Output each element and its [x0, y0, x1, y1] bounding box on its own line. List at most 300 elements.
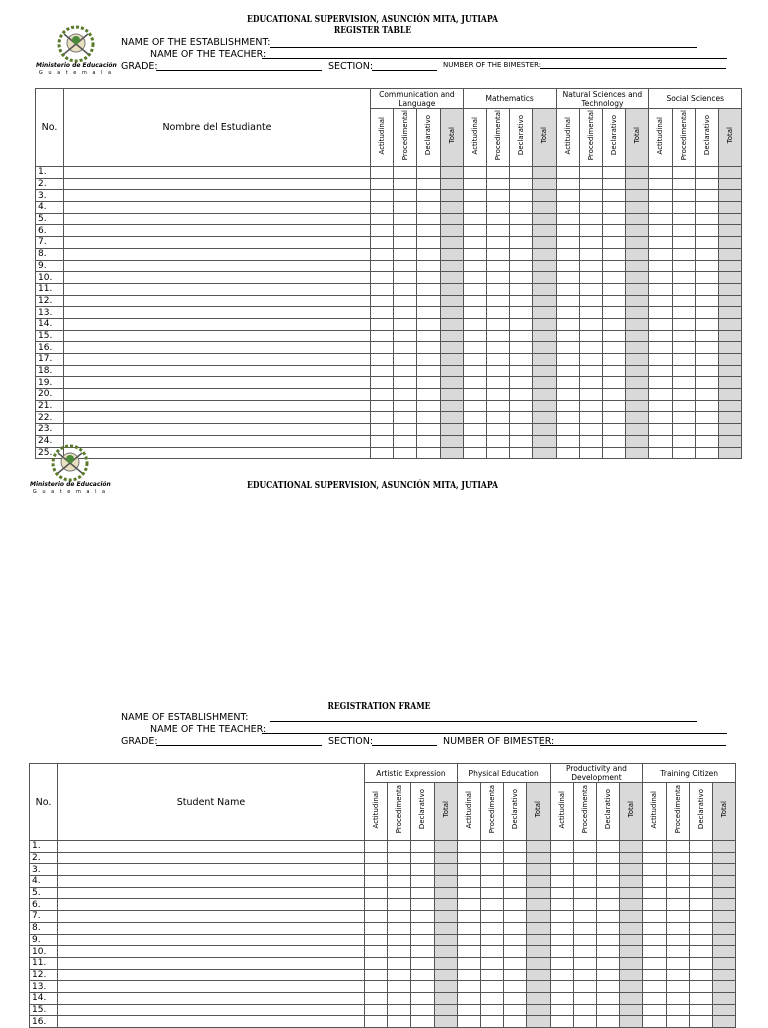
establishment-field[interactable] [270, 47, 697, 48]
grade-cell[interactable] [417, 447, 440, 459]
grade-cell[interactable] [417, 318, 440, 330]
grade-cell[interactable] [510, 389, 533, 401]
grade-cell[interactable] [533, 389, 556, 401]
grade-cell[interactable] [620, 852, 643, 864]
grade-cell[interactable] [463, 283, 486, 295]
grade-cell[interactable] [394, 272, 417, 284]
grade-cell[interactable] [602, 412, 625, 424]
student-name-cell[interactable] [58, 876, 365, 888]
grade-cell[interactable] [371, 400, 394, 412]
grade-cell[interactable] [649, 178, 672, 190]
grade-cell[interactable] [695, 248, 718, 260]
grade-cell[interactable] [457, 969, 480, 981]
grade-cell[interactable] [388, 876, 411, 888]
grade-cell[interactable] [579, 225, 602, 237]
grade-cell[interactable] [556, 260, 579, 272]
grade-cell[interactable] [602, 389, 625, 401]
grade-cell[interactable] [626, 365, 649, 377]
grade-cell[interactable] [533, 178, 556, 190]
grade-cell[interactable] [371, 248, 394, 260]
grade-cell[interactable] [602, 295, 625, 307]
grade-cell[interactable] [712, 969, 735, 981]
grade-cell[interactable] [649, 237, 672, 249]
grade-cell[interactable] [602, 260, 625, 272]
grade-cell[interactable] [626, 225, 649, 237]
grade-cell[interactable] [365, 899, 388, 911]
grade-cell[interactable] [695, 447, 718, 459]
grade-cell[interactable] [394, 377, 417, 389]
grade-cell[interactable] [666, 992, 689, 1004]
grade-cell[interactable] [463, 377, 486, 389]
grade-cell[interactable] [689, 969, 712, 981]
grade-cell[interactable] [596, 934, 619, 946]
grade-cell[interactable] [602, 167, 625, 179]
grade-cell[interactable] [666, 922, 689, 934]
grade-cell[interactable] [533, 237, 556, 249]
grade-cell[interactable] [411, 911, 434, 923]
grade-cell[interactable] [672, 295, 695, 307]
grade-cell[interactable] [596, 852, 619, 864]
grade-cell[interactable] [695, 283, 718, 295]
grade-cell[interactable] [486, 354, 509, 366]
grade-cell[interactable] [573, 981, 596, 993]
grade-cell[interactable] [417, 354, 440, 366]
grade-cell[interactable] [573, 876, 596, 888]
student-name-cell[interactable] [64, 412, 371, 424]
grade-cell[interactable] [556, 424, 579, 436]
grade-cell[interactable] [672, 225, 695, 237]
grade-cell[interactable] [602, 202, 625, 214]
grade-cell[interactable] [718, 318, 741, 330]
grade-cell[interactable] [388, 1004, 411, 1016]
grade-cell[interactable] [626, 424, 649, 436]
grade-cell[interactable] [440, 389, 463, 401]
student-name-cell[interactable] [64, 178, 371, 190]
grade-cell[interactable] [417, 400, 440, 412]
grade-cell[interactable] [602, 307, 625, 319]
student-name-cell[interactable] [58, 946, 365, 958]
grade-field[interactable] [156, 745, 322, 746]
grade-cell[interactable] [689, 841, 712, 853]
grade-cell[interactable] [417, 283, 440, 295]
grade-cell[interactable] [463, 178, 486, 190]
grade-cell[interactable] [626, 354, 649, 366]
grade-cell[interactable] [463, 190, 486, 202]
grade-cell[interactable] [527, 887, 550, 899]
grade-cell[interactable] [411, 934, 434, 946]
grade-cell[interactable] [388, 1016, 411, 1028]
grade-cell[interactable] [371, 330, 394, 342]
grade-cell[interactable] [440, 190, 463, 202]
grade-cell[interactable] [712, 934, 735, 946]
grade-cell[interactable] [463, 213, 486, 225]
grade-cell[interactable] [457, 934, 480, 946]
grade-cell[interactable] [556, 330, 579, 342]
grade-cell[interactable] [695, 260, 718, 272]
grade-cell[interactable] [371, 354, 394, 366]
grade-cell[interactable] [556, 295, 579, 307]
grade-cell[interactable] [695, 213, 718, 225]
grade-cell[interactable] [579, 237, 602, 249]
grade-cell[interactable] [504, 992, 527, 1004]
grade-cell[interactable] [510, 330, 533, 342]
grade-cell[interactable] [371, 283, 394, 295]
grade-cell[interactable] [579, 202, 602, 214]
grade-cell[interactable] [689, 981, 712, 993]
grade-cell[interactable] [371, 272, 394, 284]
grade-cell[interactable] [411, 957, 434, 969]
grade-cell[interactable] [434, 934, 457, 946]
grade-cell[interactable] [411, 969, 434, 981]
grade-cell[interactable] [457, 864, 480, 876]
grade-cell[interactable] [411, 981, 434, 993]
grade-cell[interactable] [643, 934, 666, 946]
grade-cell[interactable] [626, 237, 649, 249]
grade-cell[interactable] [556, 342, 579, 354]
grade-cell[interactable] [510, 167, 533, 179]
grade-cell[interactable] [596, 969, 619, 981]
grade-cell[interactable] [672, 178, 695, 190]
grade-cell[interactable] [695, 318, 718, 330]
grade-cell[interactable] [371, 318, 394, 330]
grade-cell[interactable] [712, 1004, 735, 1016]
grade-cell[interactable] [626, 178, 649, 190]
grade-cell[interactable] [388, 922, 411, 934]
grade-cell[interactable] [504, 922, 527, 934]
grade-cell[interactable] [388, 992, 411, 1004]
grade-cell[interactable] [510, 342, 533, 354]
grade-cell[interactable] [626, 330, 649, 342]
grade-cell[interactable] [440, 295, 463, 307]
student-name-cell[interactable] [64, 237, 371, 249]
grade-cell[interactable] [556, 225, 579, 237]
grade-cell[interactable] [365, 992, 388, 1004]
grade-cell[interactable] [718, 213, 741, 225]
grade-cell[interactable] [695, 178, 718, 190]
grade-cell[interactable] [394, 225, 417, 237]
grade-cell[interactable] [480, 1016, 503, 1028]
grade-cell[interactable] [365, 922, 388, 934]
grade-cell[interactable] [672, 202, 695, 214]
grade-cell[interactable] [463, 318, 486, 330]
grade-cell[interactable] [371, 412, 394, 424]
grade-cell[interactable] [643, 899, 666, 911]
grade-cell[interactable] [579, 435, 602, 447]
grade-cell[interactable] [440, 424, 463, 436]
grade-cell[interactable] [504, 864, 527, 876]
grade-cell[interactable] [712, 911, 735, 923]
grade-cell[interactable] [457, 1004, 480, 1016]
grade-cell[interactable] [533, 342, 556, 354]
grade-cell[interactable] [596, 922, 619, 934]
grade-cell[interactable] [510, 400, 533, 412]
grade-cell[interactable] [672, 272, 695, 284]
grade-cell[interactable] [504, 1016, 527, 1028]
grade-cell[interactable] [672, 424, 695, 436]
grade-cell[interactable] [371, 342, 394, 354]
grade-cell[interactable] [579, 248, 602, 260]
grade-cell[interactable] [533, 272, 556, 284]
grade-cell[interactable] [527, 957, 550, 969]
grade-cell[interactable] [440, 213, 463, 225]
grade-cell[interactable] [695, 307, 718, 319]
grade-cell[interactable] [417, 248, 440, 260]
grade-cell[interactable] [649, 447, 672, 459]
grade-cell[interactable] [579, 318, 602, 330]
grade-cell[interactable] [550, 1016, 573, 1028]
grade-cell[interactable] [371, 225, 394, 237]
grade-cell[interactable] [371, 260, 394, 272]
grade-cell[interactable] [510, 307, 533, 319]
grade-cell[interactable] [527, 911, 550, 923]
grade-cell[interactable] [388, 899, 411, 911]
student-name-cell[interactable] [64, 365, 371, 377]
grade-cell[interactable] [643, 1004, 666, 1016]
grade-cell[interactable] [712, 852, 735, 864]
grade-cell[interactable] [602, 237, 625, 249]
grade-cell[interactable] [365, 946, 388, 958]
grade-cell[interactable] [394, 295, 417, 307]
grade-cell[interactable] [712, 1016, 735, 1028]
grade-cell[interactable] [649, 295, 672, 307]
grade-cell[interactable] [394, 213, 417, 225]
grade-cell[interactable] [411, 992, 434, 1004]
grade-cell[interactable] [533, 225, 556, 237]
grade-cell[interactable] [649, 389, 672, 401]
grade-cell[interactable] [417, 225, 440, 237]
grade-cell[interactable] [486, 365, 509, 377]
grade-cell[interactable] [394, 307, 417, 319]
grade-cell[interactable] [666, 852, 689, 864]
grade-cell[interactable] [718, 225, 741, 237]
grade-cell[interactable] [689, 1016, 712, 1028]
grade-cell[interactable] [533, 248, 556, 260]
teacher-field[interactable] [262, 733, 727, 734]
grade-cell[interactable] [718, 412, 741, 424]
grade-cell[interactable] [712, 922, 735, 934]
grade-cell[interactable] [556, 272, 579, 284]
student-name-cell[interactable] [58, 864, 365, 876]
student-name-cell[interactable] [64, 354, 371, 366]
grade-cell[interactable] [388, 911, 411, 923]
grade-cell[interactable] [579, 178, 602, 190]
grade-cell[interactable] [463, 330, 486, 342]
grade-cell[interactable] [596, 841, 619, 853]
grade-cell[interactable] [510, 435, 533, 447]
grade-cell[interactable] [394, 167, 417, 179]
grade-cell[interactable] [527, 992, 550, 1004]
grade-cell[interactable] [486, 190, 509, 202]
grade-cell[interactable] [457, 992, 480, 1004]
grade-cell[interactable] [510, 377, 533, 389]
grade-cell[interactable] [712, 876, 735, 888]
bimester-field[interactable] [540, 68, 726, 69]
grade-cell[interactable] [486, 307, 509, 319]
grade-cell[interactable] [556, 365, 579, 377]
grade-cell[interactable] [579, 424, 602, 436]
grade-cell[interactable] [504, 957, 527, 969]
grade-cell[interactable] [457, 887, 480, 899]
student-name-cell[interactable] [58, 934, 365, 946]
grade-cell[interactable] [388, 887, 411, 899]
grade-cell[interactable] [463, 365, 486, 377]
grade-cell[interactable] [556, 354, 579, 366]
grade-cell[interactable] [620, 992, 643, 1004]
grade-cell[interactable] [440, 365, 463, 377]
grade-cell[interactable] [579, 283, 602, 295]
grade-cell[interactable] [596, 1004, 619, 1016]
grade-cell[interactable] [510, 202, 533, 214]
grade-cell[interactable] [579, 167, 602, 179]
student-name-cell[interactable] [64, 248, 371, 260]
grade-cell[interactable] [602, 213, 625, 225]
grade-cell[interactable] [457, 946, 480, 958]
grade-cell[interactable] [388, 934, 411, 946]
grade-cell[interactable] [556, 435, 579, 447]
grade-cell[interactable] [411, 899, 434, 911]
grade-cell[interactable] [486, 225, 509, 237]
grade-cell[interactable] [440, 318, 463, 330]
grade-cell[interactable] [573, 946, 596, 958]
grade-cell[interactable] [457, 841, 480, 853]
grade-cell[interactable] [417, 295, 440, 307]
student-name-cell[interactable] [58, 1016, 365, 1028]
grade-cell[interactable] [649, 248, 672, 260]
grade-cell[interactable] [394, 424, 417, 436]
grade-cell[interactable] [533, 435, 556, 447]
grade-cell[interactable] [649, 435, 672, 447]
student-name-cell[interactable] [64, 330, 371, 342]
grade-cell[interactable] [463, 435, 486, 447]
grade-cell[interactable] [672, 213, 695, 225]
grade-cell[interactable] [411, 1004, 434, 1016]
grade-cell[interactable] [602, 377, 625, 389]
grade-cell[interactable] [440, 167, 463, 179]
grade-cell[interactable] [649, 318, 672, 330]
grade-cell[interactable] [556, 237, 579, 249]
grade-cell[interactable] [457, 922, 480, 934]
grade-cell[interactable] [602, 330, 625, 342]
grade-cell[interactable] [649, 213, 672, 225]
grade-cell[interactable] [463, 260, 486, 272]
grade-cell[interactable] [666, 864, 689, 876]
grade-cell[interactable] [463, 167, 486, 179]
grade-cell[interactable] [695, 225, 718, 237]
grade-cell[interactable] [510, 447, 533, 459]
grade-cell[interactable] [417, 365, 440, 377]
grade-cell[interactable] [371, 213, 394, 225]
student-name-cell[interactable] [58, 887, 365, 899]
grade-cell[interactable] [556, 167, 579, 179]
grade-cell[interactable] [486, 389, 509, 401]
grade-cell[interactable] [510, 225, 533, 237]
grade-cell[interactable] [689, 922, 712, 934]
grade-cell[interactable] [486, 202, 509, 214]
grade-cell[interactable] [504, 981, 527, 993]
grade-cell[interactable] [533, 330, 556, 342]
grade-cell[interactable] [365, 876, 388, 888]
grade-cell[interactable] [463, 354, 486, 366]
grade-cell[interactable] [533, 424, 556, 436]
grade-cell[interactable] [434, 957, 457, 969]
grade-cell[interactable] [596, 957, 619, 969]
grade-cell[interactable] [510, 213, 533, 225]
grade-cell[interactable] [602, 248, 625, 260]
grade-cell[interactable] [556, 400, 579, 412]
grade-cell[interactable] [695, 400, 718, 412]
grade-cell[interactable] [643, 911, 666, 923]
grade-cell[interactable] [626, 248, 649, 260]
grade-cell[interactable] [626, 447, 649, 459]
grade-cell[interactable] [718, 354, 741, 366]
grade-cell[interactable] [596, 946, 619, 958]
grade-cell[interactable] [486, 400, 509, 412]
grade-cell[interactable] [626, 400, 649, 412]
grade-cell[interactable] [556, 248, 579, 260]
grade-cell[interactable] [620, 922, 643, 934]
grade-cell[interactable] [643, 887, 666, 899]
grade-cell[interactable] [626, 318, 649, 330]
grade-cell[interactable] [533, 213, 556, 225]
grade-cell[interactable] [695, 330, 718, 342]
grade-cell[interactable] [718, 237, 741, 249]
grade-cell[interactable] [573, 934, 596, 946]
grade-cell[interactable] [550, 864, 573, 876]
grade-cell[interactable] [550, 969, 573, 981]
grade-cell[interactable] [510, 237, 533, 249]
grade-cell[interactable] [365, 841, 388, 853]
student-name-cell[interactable] [64, 400, 371, 412]
grade-cell[interactable] [371, 435, 394, 447]
grade-cell[interactable] [718, 342, 741, 354]
grade-cell[interactable] [486, 412, 509, 424]
grade-cell[interactable] [510, 190, 533, 202]
grade-cell[interactable] [411, 852, 434, 864]
grade-cell[interactable] [695, 237, 718, 249]
grade-cell[interactable] [666, 1004, 689, 1016]
grade-cell[interactable] [573, 864, 596, 876]
grade-cell[interactable] [689, 899, 712, 911]
grade-cell[interactable] [712, 946, 735, 958]
grade-cell[interactable] [718, 447, 741, 459]
grade-cell[interactable] [718, 330, 741, 342]
grade-cell[interactable] [388, 969, 411, 981]
grade-cell[interactable] [579, 307, 602, 319]
grade-cell[interactable] [666, 876, 689, 888]
student-name-cell[interactable] [58, 1004, 365, 1016]
grade-cell[interactable] [649, 167, 672, 179]
grade-cell[interactable] [510, 260, 533, 272]
grade-cell[interactable] [689, 957, 712, 969]
grade-cell[interactable] [510, 412, 533, 424]
grade-cell[interactable] [417, 167, 440, 179]
grade-cell[interactable] [718, 365, 741, 377]
grade-cell[interactable] [365, 981, 388, 993]
grade-cell[interactable] [434, 1004, 457, 1016]
grade-cell[interactable] [718, 190, 741, 202]
grade-cell[interactable] [417, 342, 440, 354]
grade-cell[interactable] [666, 887, 689, 899]
grade-cell[interactable] [579, 295, 602, 307]
grade-cell[interactable] [689, 911, 712, 923]
grade-cell[interactable] [440, 283, 463, 295]
student-name-cell[interactable] [58, 852, 365, 864]
grade-cell[interactable] [649, 377, 672, 389]
grade-cell[interactable] [550, 957, 573, 969]
grade-cell[interactable] [602, 447, 625, 459]
grade-cell[interactable] [672, 400, 695, 412]
grade-cell[interactable] [394, 178, 417, 190]
